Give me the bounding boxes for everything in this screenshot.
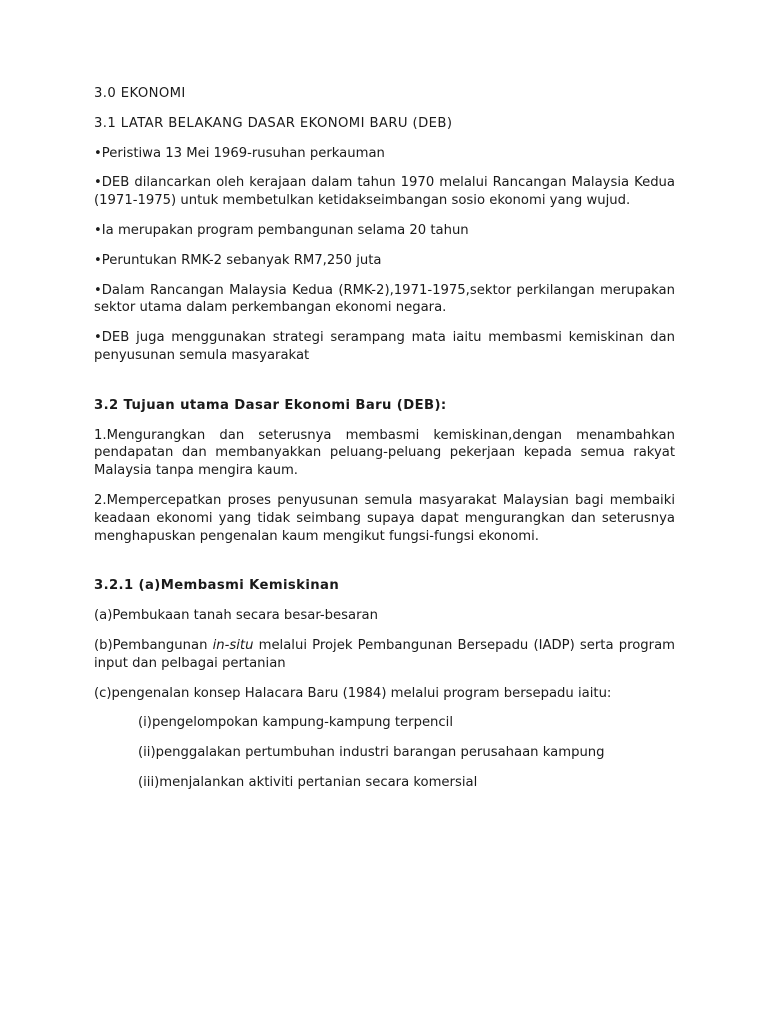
paragraph-peristiwa: •Peristiwa 13 Mei 1969-rusuhan perkauman	[94, 145, 385, 161]
paragraph-item-c: (c)pengenalan konsep Halacara Baru (1984) melalui program bersepadu iaitu:	[94, 685, 612, 701]
item-b-prefix: (b)Pembangunan	[94, 637, 213, 653]
paragraph-peruntukan-rmk2: •Peruntukan RMK-2 sebanyak RM7,250 juta	[94, 252, 382, 268]
spacer	[94, 377, 675, 397]
paragraph-item-a: (a)Pembukaan tanah secara besar-besaran	[94, 608, 378, 624]
heading-3-2: 3.2 Tujuan utama Dasar Ekonomi Baru (DEB):	[94, 397, 447, 413]
sub-item-i: (i)pengelompokan kampung-kampung terpencil	[138, 715, 453, 731]
document-page	[94, 85, 675, 804]
paragraph-tujuan-1: 1.Mengurangkan dan seterusnya membasmi kemiskinan,dengan menambahkan pendapatan dan membanyakkan peluang-peluang pekerjaan kepada semua rakyat Malaysia tanpa mengira kaum.	[94, 427, 675, 479]
sub-item-ii: (ii)penggalakan pertumbuhan industri barangan perusahaan kampung	[138, 745, 605, 761]
paragraph-strategi-serampang: •DEB juga menggunakan strategi serampang mata iaitu membasmi kemiskinan dan penyusunan semula masyarakat	[94, 330, 675, 363]
paragraph-program-20-tahun: •Ia merupakan program pembangunan selama 20 tahun	[94, 222, 469, 238]
heading-3-2-1: 3.2.1 (a)Membasmi Kemiskinan	[94, 578, 340, 594]
item-b-suffix: melalui Projek Pembangunan Bersepadu (IADP) serta program input dan pelbagai pertanian	[94, 637, 675, 671]
sub-item-iii: (iii)menjalankan aktiviti pertanian secara komersial	[138, 774, 478, 790]
paragraph-item-b	[94, 637, 675, 673]
heading-3-1: 3.1 LATAR BELAKANG DASAR EKONOMI BARU (DEB)	[94, 115, 453, 131]
paragraph-deb-dilancarkan: •DEB dilancarkan oleh kerajaan dalam tahun 1970 melalui Rancangan Malaysia Kedua (1971-1975) untuk membetulkan ketidakseimbangan sosio ekonomi yang wujud.	[94, 175, 675, 209]
paragraph-tujuan-2: 2.Mempercepatkan proses penyusunan semula masyarakat Malaysian bagi membaiki keadaan ekonomi yang tidak seimbang supaya dapat mengurangkan dan seterusnya menghapuskan pengenalan kaum mengikut fungsi-fungsi ekonomi.	[94, 492, 675, 544]
spacer	[94, 557, 675, 577]
item-b-italic: in-situ	[212, 637, 254, 653]
paragraph-sektor-perkilangan: •Dalam Rancangan Malaysia Kedua (RMK-2),1971-1975,sektor perkilangan merupakan sektor utama dalam perkembangan ekonomi negara.	[94, 282, 675, 316]
heading-3-0: 3.0 EKONOMI	[94, 86, 186, 101]
